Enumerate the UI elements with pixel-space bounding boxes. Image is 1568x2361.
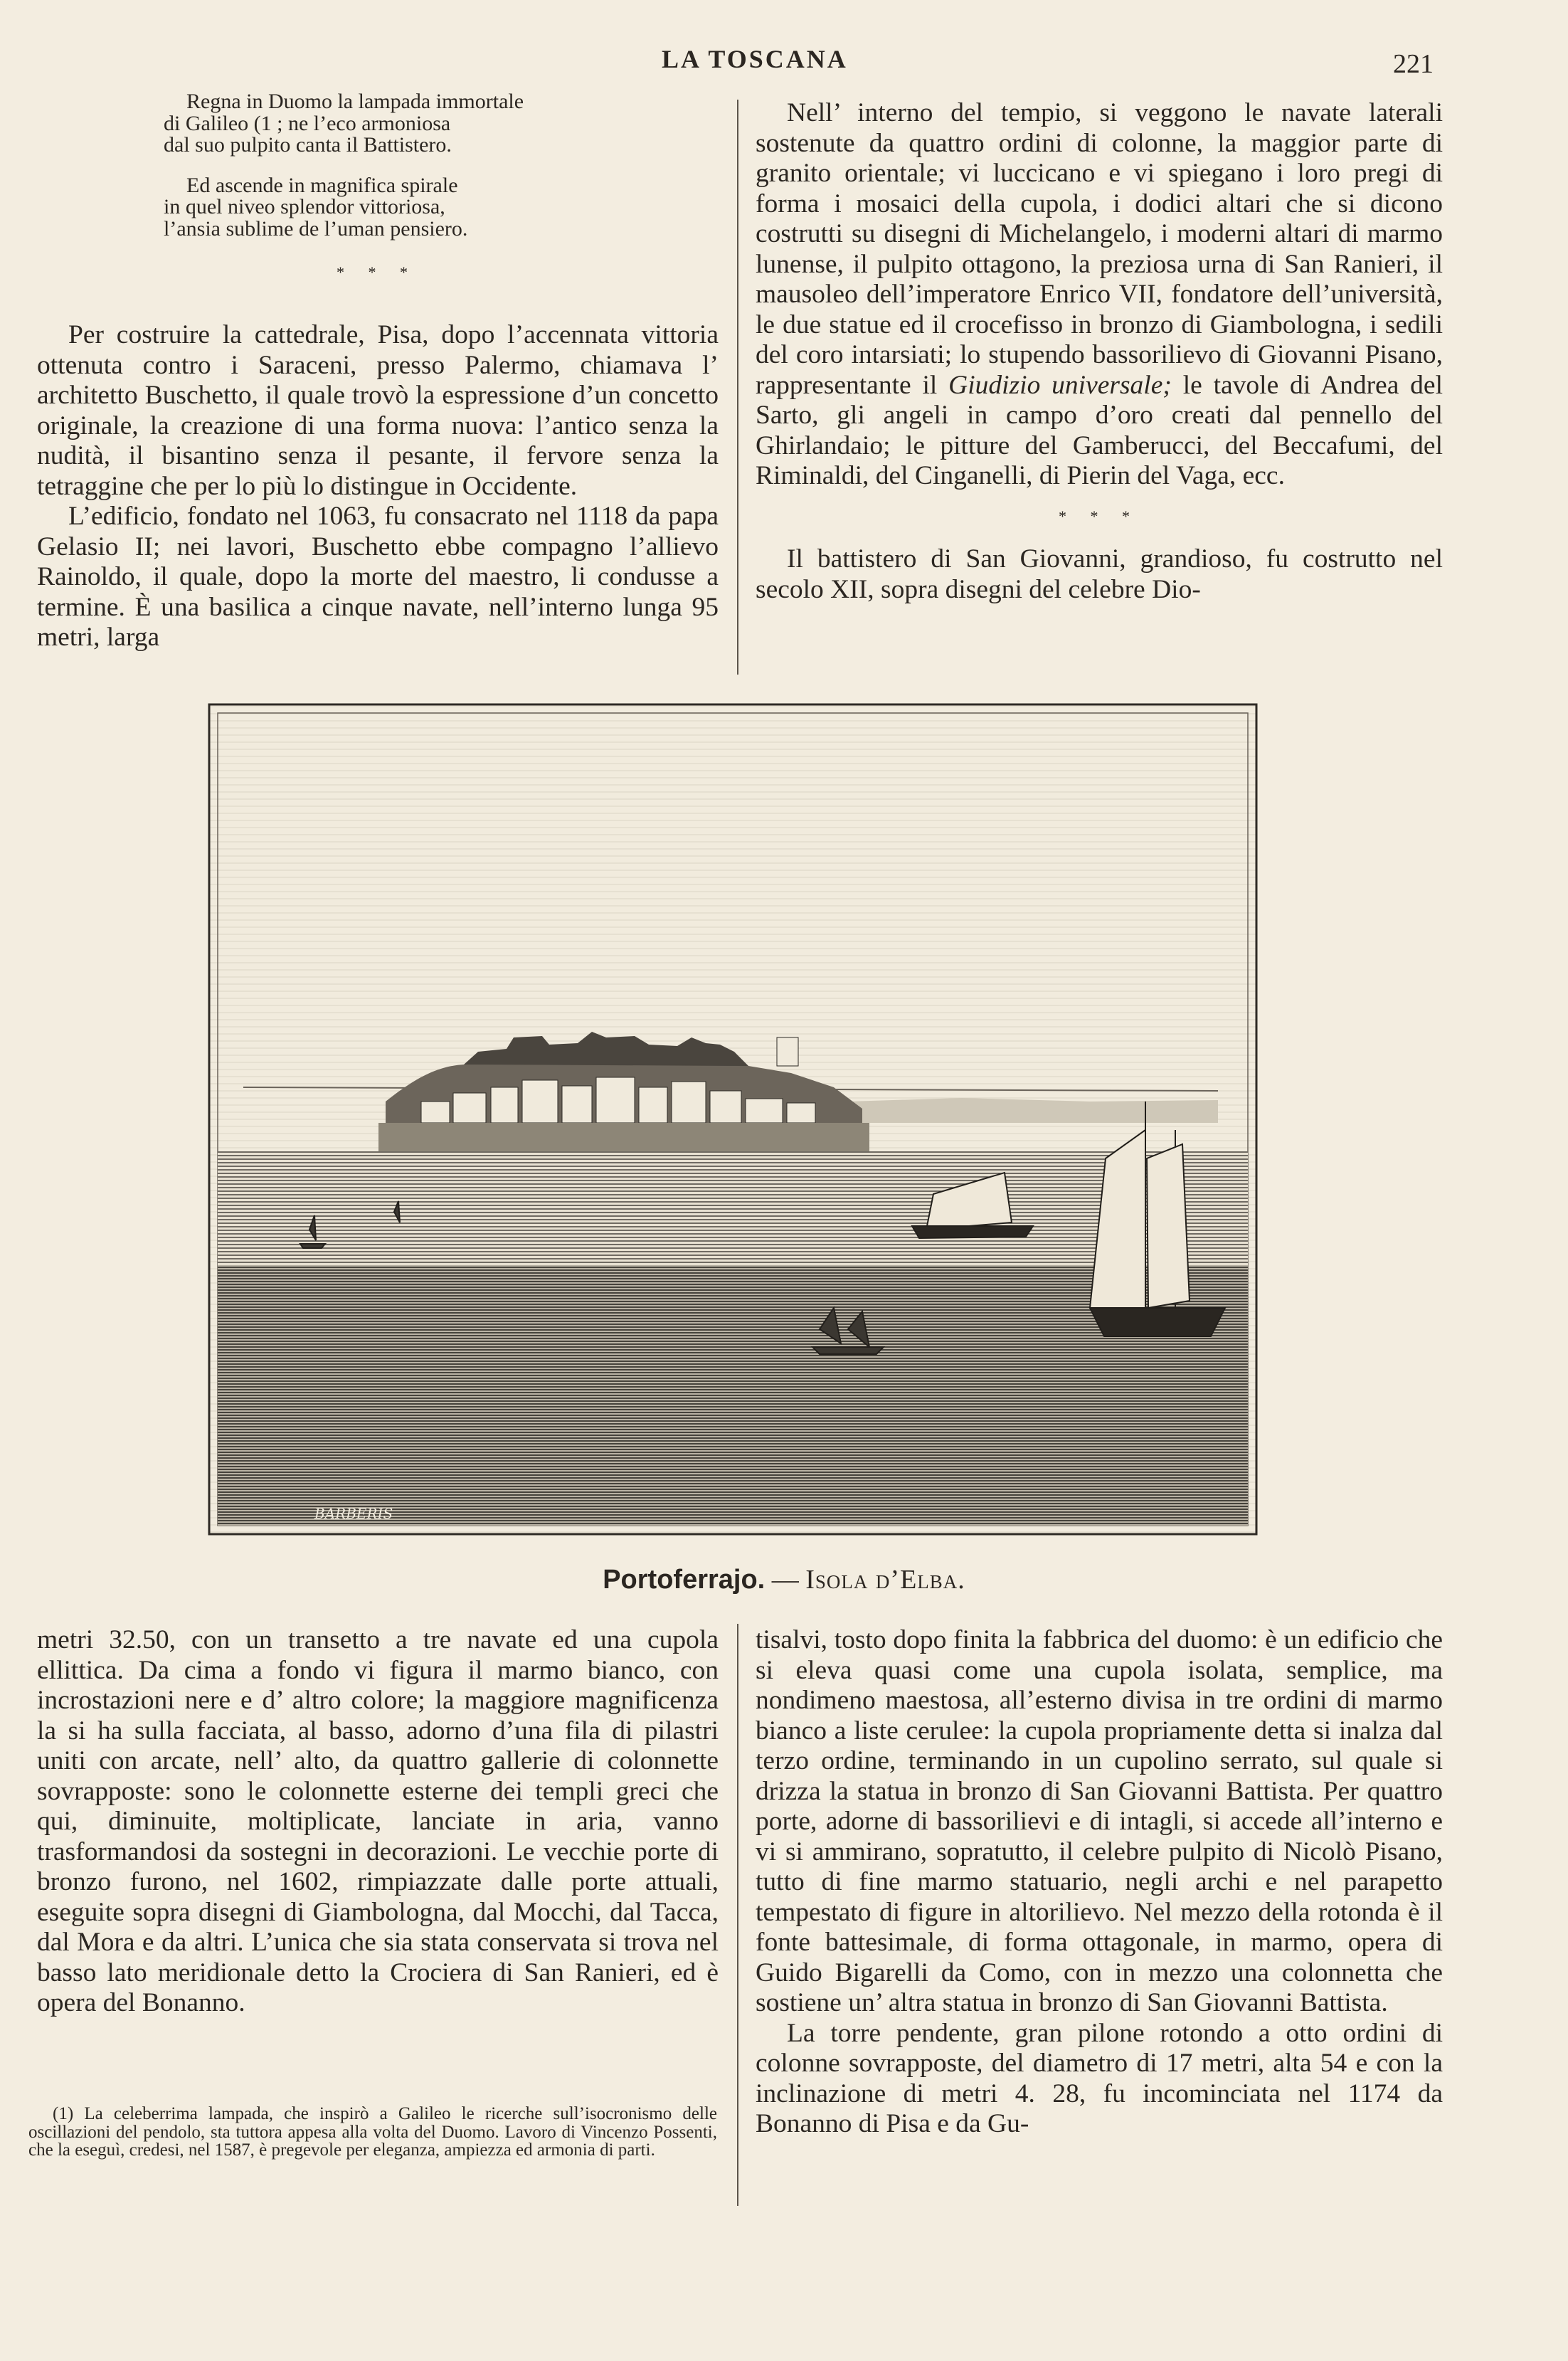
artwork-title: Giudizio universale; bbox=[948, 370, 1172, 400]
left-column-top bbox=[37, 320, 719, 653]
caption-dash: — bbox=[771, 1565, 799, 1595]
illustration-caption bbox=[0, 1564, 1568, 1595]
poem-line: di Galileo (1 ; ne l’eco armoniosa bbox=[164, 111, 451, 135]
portoferrajo-engraving bbox=[208, 703, 1258, 1536]
footnote-text: (1) La celeberrima lampada, che inspirò a Galileo le ricerche sull’isocronismo delle oscillazioni del pendolo, sta tuttora appesa alla volta del Duomo. Lavoro di Vincenzo Possenti, che la eseguì, credesi, nel 1587, è pregevole per eleganza, ampiezza ed armonia di parti. bbox=[28, 2104, 717, 2160]
page-number: 221 bbox=[1393, 49, 1434, 79]
paragraph: L’edificio, fondato nel 1063, fu consacrato nel 1118 da papa Gelasio II; nei lavori, Buschetto ebbe compagno l’allievo Rainoldo, il quale, dopo la morte del maestro, li condusse a termine. È una basilica a cinque navate, nell’interno lunga 95 metri, larga bbox=[37, 502, 719, 652]
paragraph: Il battistero di San Giovanni, grandioso, fu costrutto nel secolo XII, sopra disegni del celebre Dio- bbox=[756, 544, 1443, 604]
caption-place: Portoferrajo. bbox=[603, 1565, 766, 1595]
column-rule bbox=[737, 1624, 738, 2206]
paragraph: La torre pendente, gran pilone rotondo a otto ordini di colonne sovrapposte, del diametro di 17 metri, alta 54 e con la inclinazione di metri 4. 28, fu incominciata nel 1174 da Bonanno di Pisa e da Gu- bbox=[756, 2018, 1443, 2138]
engraver-signature: BARBERIS bbox=[314, 1505, 393, 1522]
poem-stanza bbox=[164, 91, 619, 157]
poem bbox=[164, 91, 619, 258]
asterism-divider: * * * bbox=[337, 263, 418, 281]
paragraph bbox=[756, 98, 1443, 492]
left-column-bottom bbox=[37, 1625, 719, 2019]
poem-line: Regna in Duomo la lampada immortale bbox=[186, 90, 524, 113]
paragraph-text: Nell’ interno del tempio, si veggono le navate laterali sostenute da quattro ordini di colonne, la maggior parte di granito orientale; vi luccicano e vi spiegano i loro pregi di forma i mosaici della cupola, i dodici altari che si dicono costrutti su disegni di Michelangelo, i moderni altari di marmo lunense, il pulpito ottagono, la preziosa urna di San Ranieri, il mausoleo dell’imperatore Enrico VII, fondatore dell’università, le due statue ed il crocefisso in bronzo di Giambologna, i sedili del coro intarsiati; lo stupendo bassorilievo di Giovanni Pisano, rappresentante il bbox=[756, 98, 1443, 400]
column-rule bbox=[737, 100, 738, 675]
right-column-bottom bbox=[756, 1625, 1443, 2140]
paragraph-text: le tavole di Andrea del Sarto, gli angeli in campo d’oro creati dal pennello del Ghirlandaio; le pitture del Gamberucci, del Beccafumi, del Riminaldi, del Cinganelli, di Pierin del Vaga, ecc. bbox=[756, 370, 1443, 490]
poem-stanza bbox=[164, 175, 619, 241]
footnote bbox=[28, 2105, 717, 2160]
poem-line: Ed ascende in magnifica spirale bbox=[186, 173, 458, 197]
poem-line: dal suo pulpito canta il Battistero. bbox=[164, 133, 452, 157]
poem-line: in quel niveo splendor vittoriosa, bbox=[164, 195, 445, 218]
running-title: LA TOSCANA bbox=[662, 45, 848, 73]
poem-line: l’ansia sublime de l’uman pensiero. bbox=[164, 216, 468, 241]
paragraph: tisalvi, tosto dopo finita la fabbrica del duomo: è un edificio che si eleva quasi come una cupola isolata, semplice, ma nondimeno maestosa, all’esterno divisa in tre ordini di marmo bianco a liste cerulee: la cupola propriamente detta si inalza dal terzo ordine, terminando in un cupolino serrato, sul quale si drizza la statua in bronzo di San Giovanni Battista. Per quattro porte, adorne di bassorilievi e di intagli, si accede all’interno e vi si ammirano, sopratutto, il celebre pulpito di Nicolò Pisano, tutto di fine marmo statuario, negli archi e nel parapetto tempestato di figure in altorilievo. Nel mezzo della rotonda è il fonte battesimale, di forma ottagonale, in marmo, opera di Guido Bigarelli da Como, con in mezzo una colonnetta che sostiene un’ altra statua in bronzo di San Giovanni Battista. bbox=[756, 1625, 1443, 2017]
running-head bbox=[0, 44, 1568, 87]
right-column-top bbox=[756, 98, 1443, 605]
paragraph: Per costruire la cattedrale, Pisa, dopo l’accennata vittoria ottenuta contro i Saraceni, presso Palermo, chiamava l’ architetto Buschetto, il quale trovò la espressione d’un concetto originale, la creazione di una forma nuova: l’antico senza la nudità, il bisantino senza il pesante, il fervore senza la tetraggine che per lo più lo distingue in Occidente. bbox=[37, 320, 719, 501]
asterism-divider: * * * bbox=[1059, 507, 1140, 525]
caption-subtitle: Isola d’Elba. bbox=[805, 1565, 965, 1595]
paragraph: metri 32.50, con un transetto a tre navate ed una cupola ellittica. Da cima a fondo vi figura il marmo bianco, con incrostazioni nere e d’ altro colore; la maggiore magnificenza la si ha sulla facciata, al basso, adorno d’una fila di pilastri uniti con arcate, nell’ alto, da quattro gallerie di colonnette sovrapposte: sono le colonnette esterne dei templi greci che qui, diminuite, moltiplicate, lanciate in aria, vanno trasformandosi da sostegni in decorazioni. Le vecchie porte di bronzo furono, nel 1602, rimpiazzate dalle porte attuali, eseguite sopra disegni di Giambologna, dal Mocchi, dal Tacca, dal Mora e da altri. L’unica che sia stata conservata si trova nel basso lato meridionale detto la Crociera di San Ranieri, ed è opera del Bonanno. bbox=[37, 1625, 719, 2017]
